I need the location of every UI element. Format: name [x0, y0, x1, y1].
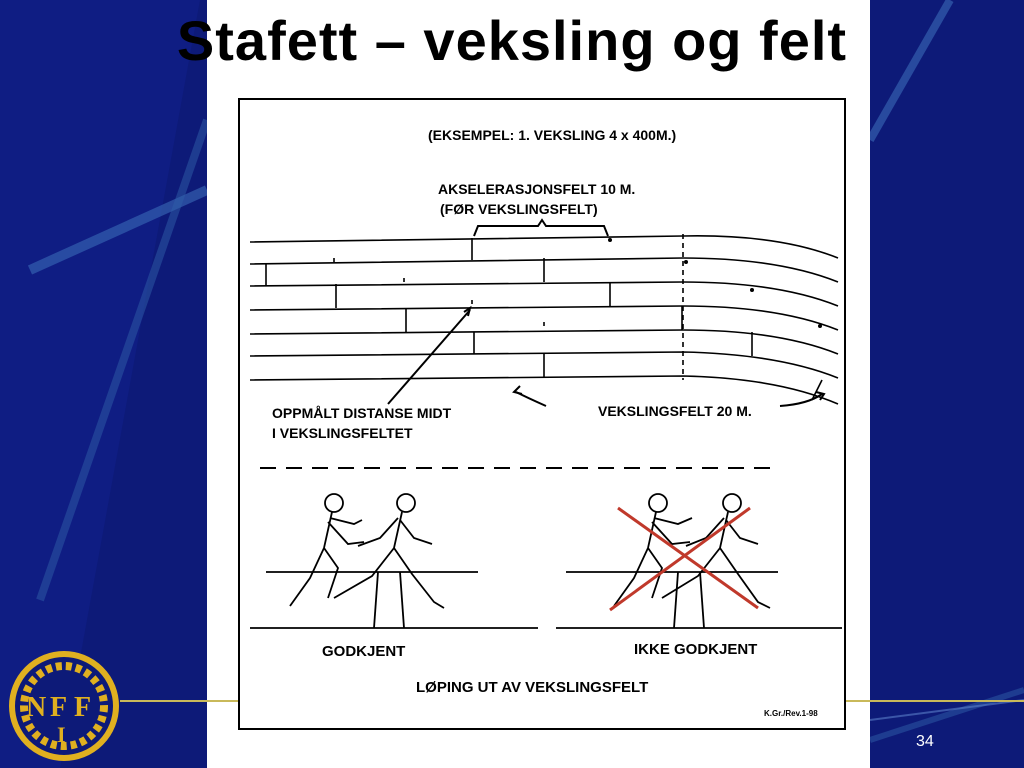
- nfif-logo: [8, 650, 120, 762]
- accel-zone-sublabel: (FØR VEKSLINGSFELT): [440, 201, 598, 217]
- svg-text:I: I: [57, 722, 66, 747]
- page-title: Stafett – veksling og felt: [176, 9, 848, 72]
- page-number: 34: [916, 733, 934, 750]
- exchange-zone-label: VEKSLINGSFELT 20 M.: [598, 403, 752, 419]
- svg-text:N: N: [26, 692, 47, 723]
- credit-label: K.Gr./Rev.1-98: [764, 709, 818, 718]
- not-approved-label: IKKE GODKJENT: [634, 641, 758, 658]
- approved-label: GODKJENT: [322, 643, 406, 660]
- measured-distance-sublabel: I VEKSLINGSFELTET: [272, 425, 413, 441]
- accel-zone-label: AKSELERASJONSFELT 10 M.: [438, 181, 636, 197]
- svg-text:F: F: [74, 692, 92, 723]
- caption-label: LØPING UT AV VEKSLINGSFELT: [416, 679, 649, 696]
- example-label: (EKSEMPEL: 1. VEKSLING 4 x 400M.): [428, 127, 677, 143]
- measured-distance-label: OPPMÅLT DISTANSE MIDT: [272, 405, 452, 421]
- svg-text:F: F: [50, 692, 68, 723]
- relay-diagram: [238, 98, 846, 730]
